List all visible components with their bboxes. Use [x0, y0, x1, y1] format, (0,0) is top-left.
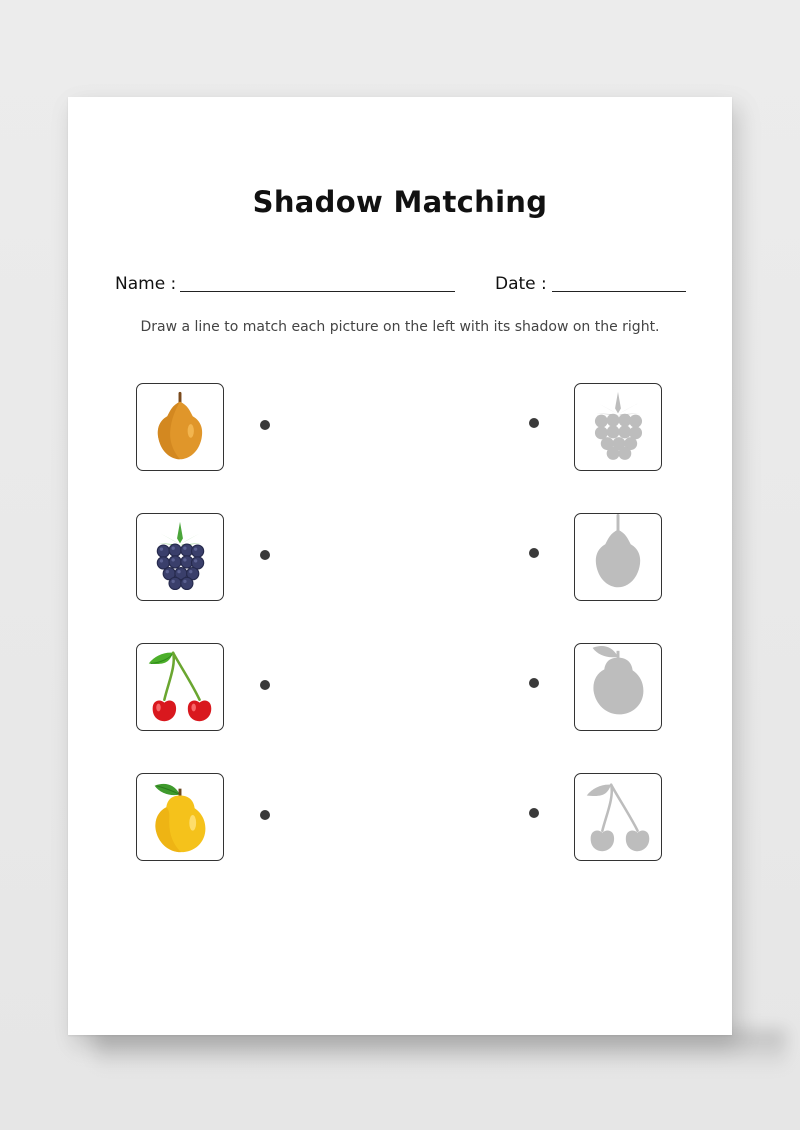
fig-shadow-icon — [575, 514, 661, 600]
shadow-card-blackberry[interactable] — [574, 383, 662, 471]
match-dot-left-4[interactable] — [260, 810, 270, 820]
match-dot-right-2[interactable] — [529, 548, 539, 558]
fig-icon — [137, 384, 223, 470]
shadow-card-quince[interactable] — [574, 643, 662, 731]
blackberry-icon — [137, 514, 223, 600]
picture-card-fig[interactable] — [136, 383, 224, 471]
match-dot-right-3[interactable] — [529, 678, 539, 688]
match-dot-left-2[interactable] — [260, 550, 270, 560]
name-label: Name : — [115, 274, 177, 294]
quince-icon — [137, 774, 223, 860]
shadow-card-cherries[interactable] — [574, 773, 662, 861]
cherries-icon — [137, 644, 223, 730]
name-field[interactable] — [180, 291, 455, 292]
picture-card-cherries[interactable] — [136, 643, 224, 731]
blackberry-shadow-icon — [575, 384, 661, 470]
paper-drop-shadow — [96, 1030, 786, 1070]
match-dot-right-1[interactable] — [529, 418, 539, 428]
worksheet-page — [68, 97, 732, 1035]
worksheet-title: Shadow Matching — [252, 185, 548, 219]
match-dot-left-3[interactable] — [260, 680, 270, 690]
shadow-card-fig[interactable] — [574, 513, 662, 601]
date-label: Date : — [495, 274, 547, 294]
quince-shadow-icon — [575, 644, 661, 730]
match-dot-right-4[interactable] — [529, 808, 539, 818]
picture-card-quince[interactable] — [136, 773, 224, 861]
match-dot-left-1[interactable] — [260, 420, 270, 430]
instruction-text: Draw a line to match each picture on the left with its shadow on the right. — [140, 319, 660, 335]
date-field[interactable] — [552, 291, 686, 292]
cherries-shadow-icon — [575, 774, 661, 860]
picture-card-blackberry[interactable] — [136, 513, 224, 601]
